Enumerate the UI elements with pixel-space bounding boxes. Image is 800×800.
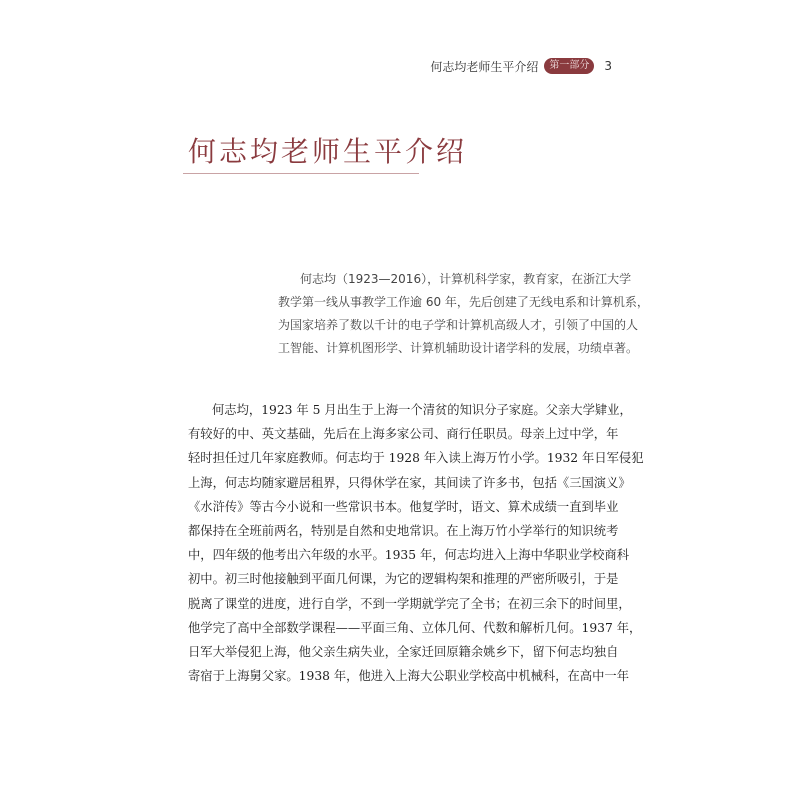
abstract-line: 工智能、计算机图形学、计算机辅助设计诸学科的发展，功绩卓著。 (278, 341, 639, 355)
body-line: 上海，何志均随家避居租界，只得休学在家，其间读了许多书，包括《三国演义》 (188, 475, 631, 490)
abstract-line: 为国家培养了数以千计的电子学和计算机高级人才，引领了中国的人 (278, 318, 639, 332)
running-title: 何志均老师生平介绍 (430, 59, 539, 74)
body-line: 脱离了课堂的进度，进行自学，不到一学期就学完了全书；在初三余下的时间里， (188, 596, 631, 611)
body-paragraph (188, 398, 644, 688)
abstract-block (278, 268, 649, 360)
body-line: 《水浒传》等古今小说和一些常识书本。他复学时，语文、算术成绩一直到毕业 (188, 499, 619, 514)
body-line: 初中。初三时他接触到平面几何课，为它的逻辑构架和推理的严密所吸引，于是 (188, 572, 619, 587)
page-number: 3 (604, 59, 612, 73)
abstract-line: 何志均（1923—2016），计算机科学家，教育家，在浙江大学 (300, 272, 632, 286)
body-line: 寄宿于上海舅父家。1938 年，他进入上海大公职业学校高中机械科，在高中一年 (188, 669, 630, 684)
body-line: 有较好的中、英文基础，先后在上海多家公司、商行任职员。母亲上过中学，年 (188, 427, 619, 442)
body-line: 都保持在全班前两名，特别是自然和史地常识。在上海万竹小学举行的知识统考 (188, 524, 619, 539)
body-line: 轻时担任过几年家庭教师。何志均于 1928 年入读上海万竹小学。1932 年日军侵犯 (188, 451, 644, 466)
body-line: 他学完了高中全部数学课程——平面三角、立体几何、代数和解析几何。1937 年， (188, 620, 642, 635)
body-line: 日军大举侵犯上海，他父亲生病失业，全家迁回原籍余姚乡下，留下何志均独自 (188, 645, 619, 660)
chapter-title: 何志均老师生平介绍 (188, 135, 468, 168)
section-badge: 第一部分 (544, 58, 594, 74)
abstract-line: 教学第一线从事教学工作逾 60 年，先后创建了无线电系和计算机系， (278, 295, 649, 309)
title-underline (183, 173, 419, 174)
running-header (430, 57, 612, 75)
body-line: 何志均，1923 年 5 月出生于上海一个清贫的知识分子家庭。父亲大学肄业， (212, 403, 632, 417)
body-line: 中，四年级的他考出六年级的水平。1935 年，何志均进入上海中华职业学校商科 (188, 548, 630, 563)
